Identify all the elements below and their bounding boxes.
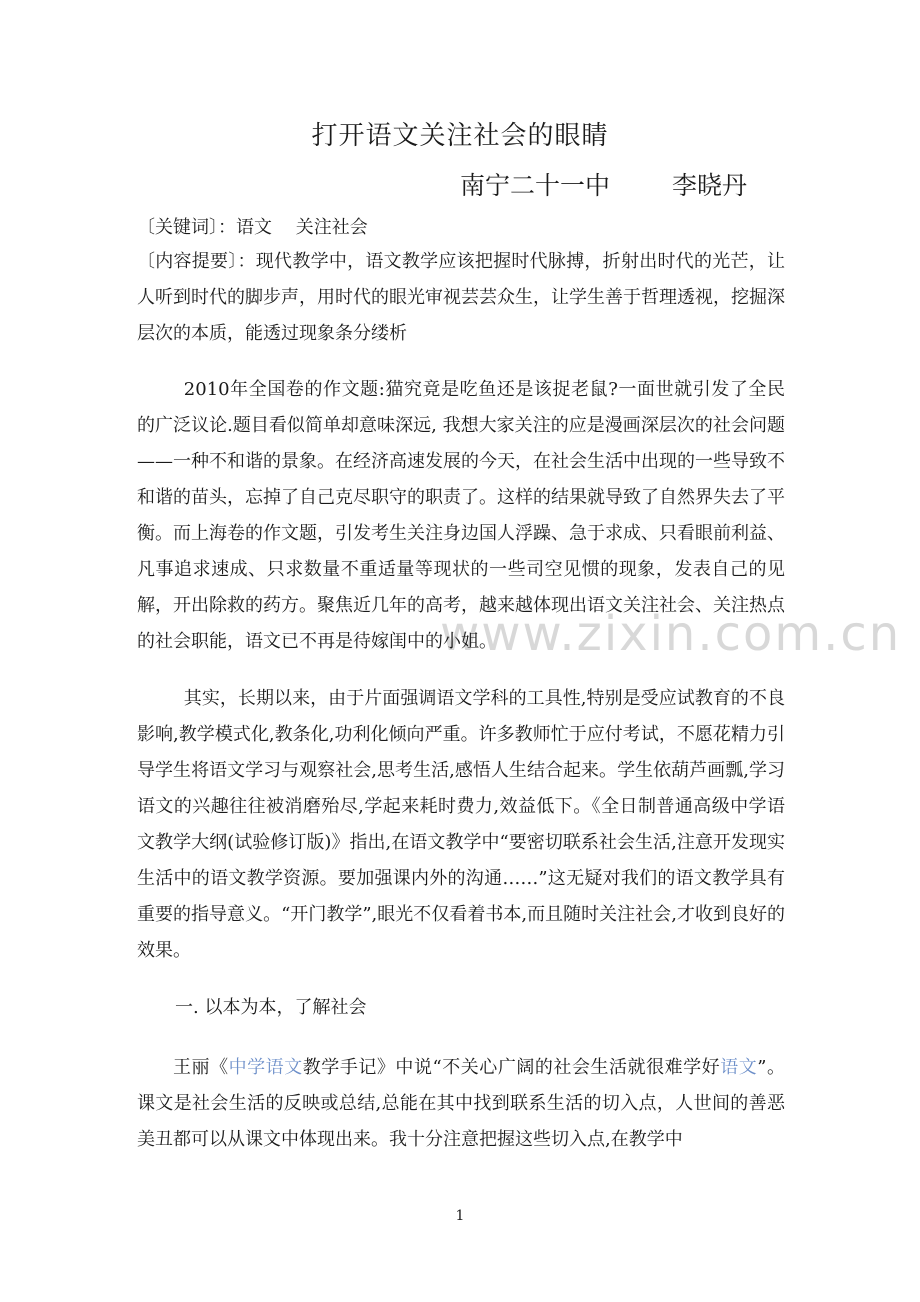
p3-text-2: 教学手记》中说“不关心广阔的社会生活就很难学好 (302, 1057, 721, 1078)
p3-text-1: 王丽《 (173, 1057, 229, 1078)
section-heading: 一. 以本为本，了解社会 (175, 997, 367, 1018)
body-paragraph-1: 2010年全国卷的作文题:猫究竟是吃鱼还是该捉老鼠?一面世就引发了全民的广泛议论.题目看似简单却意味深远, 我想大家关注的应是漫画深层次的社会问题——一种不和谐的景象。在经济高速发展的今天，在社会生活中出现的一些导致不和谐的苗头，忘掉了自己克尽职守的职责了。这样的结果就导致了自然界失去了平衡。而上海卷的作文题，引发考生关注身边国人浮躁、急于求成、只看眼前利益、凡事追求速成、只求数量不重适量等现状的一些司空见惯的现象，发表自己的见解，开出除救的药方。聚焦近几年的高考，越来越体现出语文关注社会、关注热点的社会职能，语文已不再是待嫁闺中的小姐。 (137, 379, 785, 652)
page-number: 1 (455, 1208, 465, 1224)
author-school: 南宁二十一中 (460, 171, 611, 200)
watermark-text: www.zixin.com.cn (440, 606, 902, 662)
page-title: 打开语文关注社会的眼睛 (311, 121, 609, 151)
author-byline (460, 168, 747, 204)
p3-text-3: ”。课文是社会生活的反映或总结,总能在其中找到联系生活的切入点，人世间的善恶美丑都可以从课文中体现出来。我十分注意把握这些切入点,在教学中 (137, 1057, 786, 1150)
body-paragraph-3 (137, 1050, 785, 1158)
author-name: 李晓丹 (672, 171, 748, 200)
keywords-line: 〔关键词〕：语文 关注社会 (137, 217, 368, 238)
abstract-paragraph: 〔内容提要〕：现代教学中，语文教学应该把握时代脉搏，折射出时代的光芒，让人听到时代的脚步声，用时代的眼光审视芸芸众生，让学生善于哲理透视，挖掘深层次的本质，能透过现象条分缕析 (137, 251, 785, 344)
body-paragraph-2: 其实，长期以来，由于片面强调语文学科的工具性,特别是受应试教育的不良影响,教学模式化,教条化,功利化倾向严重。许多教师忙于应付考试，不愿花精力引导学生将语文学习与观察社会,思考生活,感悟人生结合起来。学生依葫芦画瓢,学习语文的兴趣往往被消磨殆尽,学起来耗时费力,效益低下。《全日制普通高级中学语文教学大纲(试验修订版)》指出,在语文教学中“要密切联系社会生活,注意开发现实生活中的语文教学资源。要加强课内外的沟通……”这无疑对我们的语文教学具有重要的指导意义。“开门教学”,眼光不仅看着书本,而且随时关注社会,才收到良好的效果。 (137, 688, 785, 961)
highlight-link-text: 中学语文 (228, 1057, 303, 1078)
highlight-link-text: 语文 (720, 1057, 758, 1078)
